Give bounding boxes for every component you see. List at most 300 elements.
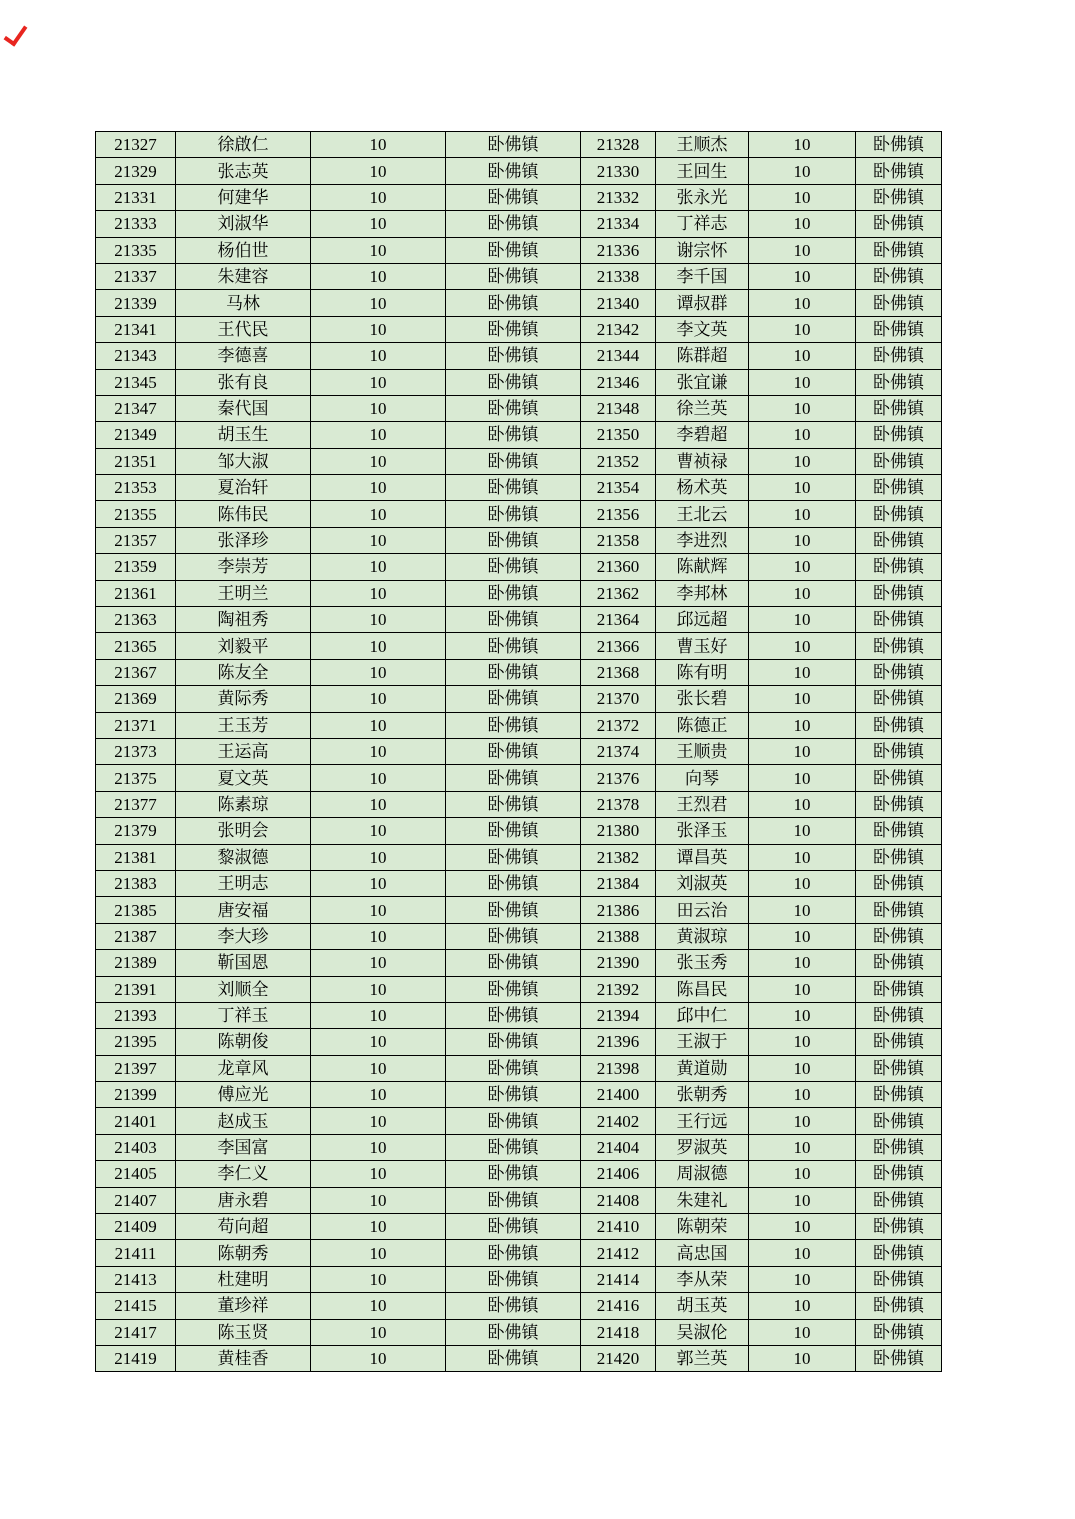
cell-left-name: 胡玉生 [176,422,311,448]
cell-left-amount: 10 [311,738,446,764]
cell-left-town: 卧佛镇 [446,818,581,844]
cell-right-id: 21374 [581,738,656,764]
cell-right-id: 21416 [581,1293,656,1319]
cell-right-amount: 10 [749,343,856,369]
cell-left-amount: 10 [311,237,446,263]
table-row [96,237,942,263]
cell-right-id: 21412 [581,1240,656,1266]
table-row [96,1187,942,1213]
cell-left-name: 朱建容 [176,263,311,289]
cell-left-name: 陈朝俊 [176,1029,311,1055]
cell-left-amount: 10 [311,659,446,685]
cell-left-name: 丁祥玉 [176,1002,311,1028]
cell-right-name: 张朝秀 [656,1082,749,1108]
cell-left-name: 秦代国 [176,395,311,421]
cell-right-id: 21390 [581,950,656,976]
cell-left-id: 21351 [96,448,176,474]
cell-right-amount: 10 [749,475,856,501]
cell-right-name: 李碧超 [656,422,749,448]
cell-left-amount: 10 [311,897,446,923]
cell-left-id: 21337 [96,263,176,289]
cell-left-name: 王明兰 [176,580,311,606]
cell-left-name: 陈玉贤 [176,1319,311,1345]
cell-right-town: 卧佛镇 [856,607,942,633]
cell-left-id: 21363 [96,607,176,633]
cell-left-name: 赵成玉 [176,1108,311,1134]
cell-right-name: 王淑于 [656,1029,749,1055]
cell-left-id: 21353 [96,475,176,501]
cell-left-name: 傅应光 [176,1082,311,1108]
cell-left-town: 卧佛镇 [446,184,581,210]
cell-right-name: 高忠国 [656,1240,749,1266]
cell-right-id: 21370 [581,686,656,712]
cell-right-town: 卧佛镇 [856,184,942,210]
cell-right-amount: 10 [749,976,856,1002]
cell-right-town: 卧佛镇 [856,686,942,712]
cell-left-amount: 10 [311,1029,446,1055]
cell-right-id: 21408 [581,1187,656,1213]
cell-right-id: 21418 [581,1319,656,1345]
cell-left-id: 21405 [96,1161,176,1187]
table-row [96,527,942,553]
cell-right-name: 王顺杰 [656,132,749,158]
cell-right-amount: 10 [749,686,856,712]
cell-right-town: 卧佛镇 [856,1108,942,1134]
cell-right-name: 陈德正 [656,712,749,738]
cell-right-id: 21358 [581,527,656,553]
table-row [96,343,942,369]
cell-right-town: 卧佛镇 [856,738,942,764]
cell-left-name: 王玉芳 [176,712,311,738]
cell-right-id: 21366 [581,633,656,659]
cell-left-id: 21381 [96,844,176,870]
cell-left-name: 何建华 [176,184,311,210]
cell-right-town: 卧佛镇 [856,1187,942,1213]
cell-left-id: 21345 [96,369,176,395]
cell-left-id: 21385 [96,897,176,923]
cell-left-amount: 10 [311,1055,446,1081]
cell-right-name: 李邦林 [656,580,749,606]
cell-right-id: 21352 [581,448,656,474]
cell-left-name: 李大珍 [176,923,311,949]
cell-right-name: 张永光 [656,184,749,210]
cell-right-amount: 10 [749,791,856,817]
cell-left-amount: 10 [311,791,446,817]
cell-left-amount: 10 [311,1266,446,1292]
cell-right-id: 21348 [581,395,656,421]
cell-right-name: 周淑德 [656,1161,749,1187]
cell-right-id: 21350 [581,422,656,448]
cell-left-name: 陶祖秀 [176,607,311,633]
cell-right-town: 卧佛镇 [856,527,942,553]
cell-right-amount: 10 [749,448,856,474]
cell-right-town: 卧佛镇 [856,844,942,870]
cell-right-town: 卧佛镇 [856,580,942,606]
table-row [96,607,942,633]
cell-left-amount: 10 [311,211,446,237]
cell-left-amount: 10 [311,844,446,870]
cell-right-amount: 10 [749,237,856,263]
cell-right-town: 卧佛镇 [856,633,942,659]
cell-left-id: 21355 [96,501,176,527]
cell-left-amount: 10 [311,395,446,421]
cell-left-name: 邹大淑 [176,448,311,474]
cell-right-id: 21328 [581,132,656,158]
cell-left-id: 21331 [96,184,176,210]
cell-right-town: 卧佛镇 [856,1345,942,1371]
cell-left-town: 卧佛镇 [446,1187,581,1213]
cell-right-amount: 10 [749,607,856,633]
table-row [96,950,942,976]
cell-right-name: 张宜谦 [656,369,749,395]
cell-right-name: 李千国 [656,263,749,289]
cell-left-town: 卧佛镇 [446,316,581,342]
cell-right-id: 21336 [581,237,656,263]
cell-right-name: 胡玉英 [656,1293,749,1319]
cell-right-amount: 10 [749,870,856,896]
cell-left-id: 21343 [96,343,176,369]
cell-left-amount: 10 [311,475,446,501]
cell-left-town: 卧佛镇 [446,1214,581,1240]
cell-left-amount: 10 [311,1345,446,1371]
cell-right-amount: 10 [749,395,856,421]
cell-right-town: 卧佛镇 [856,343,942,369]
cell-left-id: 21333 [96,211,176,237]
cell-left-town: 卧佛镇 [446,158,581,184]
cell-left-id: 21329 [96,158,176,184]
cell-right-name: 谭叔群 [656,290,749,316]
cell-left-amount: 10 [311,501,446,527]
cell-right-town: 卧佛镇 [856,475,942,501]
cell-right-town: 卧佛镇 [856,501,942,527]
cell-left-town: 卧佛镇 [446,950,581,976]
cell-right-name: 田云治 [656,897,749,923]
cell-right-id: 21410 [581,1214,656,1240]
cell-left-name: 黄桂香 [176,1345,311,1371]
cell-left-id: 21339 [96,290,176,316]
table-row [96,633,942,659]
cell-right-name: 黄道勋 [656,1055,749,1081]
cell-right-town: 卧佛镇 [856,1240,942,1266]
cell-right-name: 李从荣 [656,1266,749,1292]
cell-left-amount: 10 [311,765,446,791]
cell-right-amount: 10 [749,1029,856,1055]
cell-right-town: 卧佛镇 [856,132,942,158]
cell-right-id: 21338 [581,263,656,289]
cell-left-amount: 10 [311,1002,446,1028]
cell-left-name: 张有良 [176,369,311,395]
cell-left-id: 21375 [96,765,176,791]
cell-left-id: 21359 [96,554,176,580]
cell-left-id: 21361 [96,580,176,606]
cell-left-id: 21393 [96,1002,176,1028]
cell-right-id: 21402 [581,1108,656,1134]
cell-left-id: 21417 [96,1319,176,1345]
cell-left-amount: 10 [311,554,446,580]
cell-left-amount: 10 [311,1082,446,1108]
cell-right-name: 张长碧 [656,686,749,712]
cell-right-name: 向琴 [656,765,749,791]
cell-left-amount: 10 [311,607,446,633]
table-row [96,448,942,474]
cell-right-name: 陈有明 [656,659,749,685]
cell-right-id: 21346 [581,369,656,395]
cell-left-amount: 10 [311,158,446,184]
cell-right-amount: 10 [749,1055,856,1081]
cell-right-name: 刘淑英 [656,870,749,896]
table-row [96,263,942,289]
cell-left-amount: 10 [311,818,446,844]
cell-left-name: 唐安福 [176,897,311,923]
cell-left-amount: 10 [311,870,446,896]
cell-right-id: 21384 [581,870,656,896]
cell-left-name: 陈伟民 [176,501,311,527]
cell-left-name: 唐永碧 [176,1187,311,1213]
cell-left-name: 张明会 [176,818,311,844]
cell-left-town: 卧佛镇 [446,448,581,474]
cell-left-town: 卧佛镇 [446,1134,581,1160]
cell-left-town: 卧佛镇 [446,422,581,448]
cell-left-town: 卧佛镇 [446,501,581,527]
cell-right-town: 卧佛镇 [856,316,942,342]
cell-right-town: 卧佛镇 [856,158,942,184]
cell-left-id: 21335 [96,237,176,263]
cell-left-town: 卧佛镇 [446,897,581,923]
cell-left-id: 21391 [96,976,176,1002]
cell-right-amount: 10 [749,950,856,976]
cell-left-amount: 10 [311,263,446,289]
cell-left-id: 21395 [96,1029,176,1055]
table-row [96,870,942,896]
cell-left-name: 王明志 [176,870,311,896]
cell-right-name: 张泽玉 [656,818,749,844]
cell-right-town: 卧佛镇 [856,1134,942,1160]
cell-left-amount: 10 [311,976,446,1002]
cell-right-amount: 10 [749,211,856,237]
cell-right-id: 21380 [581,818,656,844]
table-row [96,1319,942,1345]
cell-left-id: 21327 [96,132,176,158]
cell-left-town: 卧佛镇 [446,712,581,738]
roster-table [95,131,942,1372]
cell-right-town: 卧佛镇 [856,791,942,817]
cell-right-name: 王回生 [656,158,749,184]
cell-right-amount: 10 [749,1214,856,1240]
cell-right-town: 卧佛镇 [856,818,942,844]
cell-right-id: 21398 [581,1055,656,1081]
cell-right-town: 卧佛镇 [856,923,942,949]
table-row [96,580,942,606]
cell-right-amount: 10 [749,1002,856,1028]
cell-left-town: 卧佛镇 [446,659,581,685]
cell-left-town: 卧佛镇 [446,475,581,501]
cell-right-amount: 10 [749,923,856,949]
cell-left-town: 卧佛镇 [446,1002,581,1028]
table-row [96,738,942,764]
cell-left-town: 卧佛镇 [446,1345,581,1371]
cell-left-name: 陈友全 [176,659,311,685]
cell-right-id: 21420 [581,1345,656,1371]
cell-left-amount: 10 [311,1214,446,1240]
cell-right-town: 卧佛镇 [856,369,942,395]
cell-right-amount: 10 [749,1319,856,1345]
cell-left-id: 21373 [96,738,176,764]
cell-right-amount: 10 [749,844,856,870]
cell-right-amount: 10 [749,1345,856,1371]
cell-left-town: 卧佛镇 [446,738,581,764]
cell-left-amount: 10 [311,923,446,949]
cell-left-name: 李国富 [176,1134,311,1160]
table-row [96,1161,942,1187]
cell-left-amount: 10 [311,422,446,448]
table-row [96,1293,942,1319]
cell-right-amount: 10 [749,132,856,158]
cell-left-id: 21411 [96,1240,176,1266]
cell-left-town: 卧佛镇 [446,923,581,949]
cell-right-town: 卧佛镇 [856,659,942,685]
table-row [96,475,942,501]
cell-right-town: 卧佛镇 [856,712,942,738]
cell-right-amount: 10 [749,738,856,764]
cell-left-town: 卧佛镇 [446,343,581,369]
cell-left-id: 21379 [96,818,176,844]
cell-left-name: 李仁义 [176,1161,311,1187]
cell-left-name: 马林 [176,290,311,316]
table-row [96,1345,942,1371]
cell-left-town: 卧佛镇 [446,1161,581,1187]
cell-left-town: 卧佛镇 [446,1029,581,1055]
cell-right-name: 王北云 [656,501,749,527]
cell-right-id: 21392 [581,976,656,1002]
cell-right-name: 杨术英 [656,475,749,501]
cell-left-name: 刘淑华 [176,211,311,237]
cell-right-id: 21414 [581,1266,656,1292]
roster-table-body [96,132,942,1372]
cell-left-amount: 10 [311,1293,446,1319]
cell-left-town: 卧佛镇 [446,765,581,791]
cell-left-amount: 10 [311,633,446,659]
cell-right-town: 卧佛镇 [856,1293,942,1319]
cell-left-town: 卧佛镇 [446,263,581,289]
cell-right-town: 卧佛镇 [856,422,942,448]
cell-right-name: 邱中仁 [656,1002,749,1028]
cell-right-town: 卧佛镇 [856,263,942,289]
table-row [96,395,942,421]
cell-left-town: 卧佛镇 [446,1240,581,1266]
cell-left-id: 21387 [96,923,176,949]
cell-right-town: 卧佛镇 [856,211,942,237]
table-row [96,1214,942,1240]
cell-left-id: 21389 [96,950,176,976]
cell-right-name: 丁祥志 [656,211,749,237]
cell-left-name: 龙章风 [176,1055,311,1081]
cell-right-amount: 10 [749,422,856,448]
table-row [96,791,942,817]
table-row [96,422,942,448]
cell-left-town: 卧佛镇 [446,870,581,896]
cell-right-id: 21378 [581,791,656,817]
table-row [96,1082,942,1108]
cell-right-town: 卧佛镇 [856,1082,942,1108]
cell-left-amount: 10 [311,1240,446,1266]
cell-right-name: 曹祯禄 [656,448,749,474]
cell-right-name: 徐兰英 [656,395,749,421]
table-row [96,316,942,342]
cell-right-id: 21404 [581,1134,656,1160]
cell-left-id: 21419 [96,1345,176,1371]
cell-left-name: 张志英 [176,158,311,184]
cell-right-name: 王烈君 [656,791,749,817]
table-row [96,1055,942,1081]
table-row [96,158,942,184]
cell-left-name: 张泽珍 [176,527,311,553]
table-row [96,659,942,685]
cell-right-amount: 10 [749,501,856,527]
cell-right-amount: 10 [749,1266,856,1292]
cell-right-id: 21406 [581,1161,656,1187]
cell-left-town: 卧佛镇 [446,976,581,1002]
cell-left-amount: 10 [311,580,446,606]
cell-left-id: 21401 [96,1108,176,1134]
cell-right-amount: 10 [749,158,856,184]
cell-right-town: 卧佛镇 [856,1266,942,1292]
table-row [96,290,942,316]
cell-right-amount: 10 [749,1108,856,1134]
cell-right-id: 21368 [581,659,656,685]
cell-right-id: 21394 [581,1002,656,1028]
cell-left-amount: 10 [311,184,446,210]
cell-right-name: 陈群超 [656,343,749,369]
cell-left-amount: 10 [311,1134,446,1160]
cell-left-name: 刘顺全 [176,976,311,1002]
cell-right-town: 卧佛镇 [856,395,942,421]
cell-right-id: 21354 [581,475,656,501]
cell-right-amount: 10 [749,1293,856,1319]
cell-right-amount: 10 [749,1134,856,1160]
cell-right-amount: 10 [749,1240,856,1266]
cell-right-town: 卧佛镇 [856,1055,942,1081]
cell-left-id: 21369 [96,686,176,712]
cell-right-amount: 10 [749,818,856,844]
cell-right-town: 卧佛镇 [856,976,942,1002]
cell-right-town: 卧佛镇 [856,554,942,580]
cell-left-name: 夏治轩 [176,475,311,501]
cell-left-id: 21403 [96,1134,176,1160]
cell-left-id: 21409 [96,1214,176,1240]
cell-right-town: 卧佛镇 [856,950,942,976]
cell-right-town: 卧佛镇 [856,870,942,896]
cell-left-id: 21415 [96,1293,176,1319]
cell-right-amount: 10 [749,1161,856,1187]
cell-right-id: 21344 [581,343,656,369]
cell-left-town: 卧佛镇 [446,1082,581,1108]
cell-left-town: 卧佛镇 [446,211,581,237]
cell-right-town: 卧佛镇 [856,290,942,316]
cell-left-name: 黎淑德 [176,844,311,870]
cell-left-id: 21349 [96,422,176,448]
cell-left-id: 21397 [96,1055,176,1081]
cell-right-name: 李进烈 [656,527,749,553]
cell-left-name: 李德喜 [176,343,311,369]
cell-right-amount: 10 [749,1187,856,1213]
cell-left-name: 王代民 [176,316,311,342]
cell-left-amount: 10 [311,132,446,158]
cell-right-town: 卧佛镇 [856,1214,942,1240]
cell-left-id: 21367 [96,659,176,685]
cell-right-name: 朱建礼 [656,1187,749,1213]
table-row [96,818,942,844]
table-row [96,1002,942,1028]
